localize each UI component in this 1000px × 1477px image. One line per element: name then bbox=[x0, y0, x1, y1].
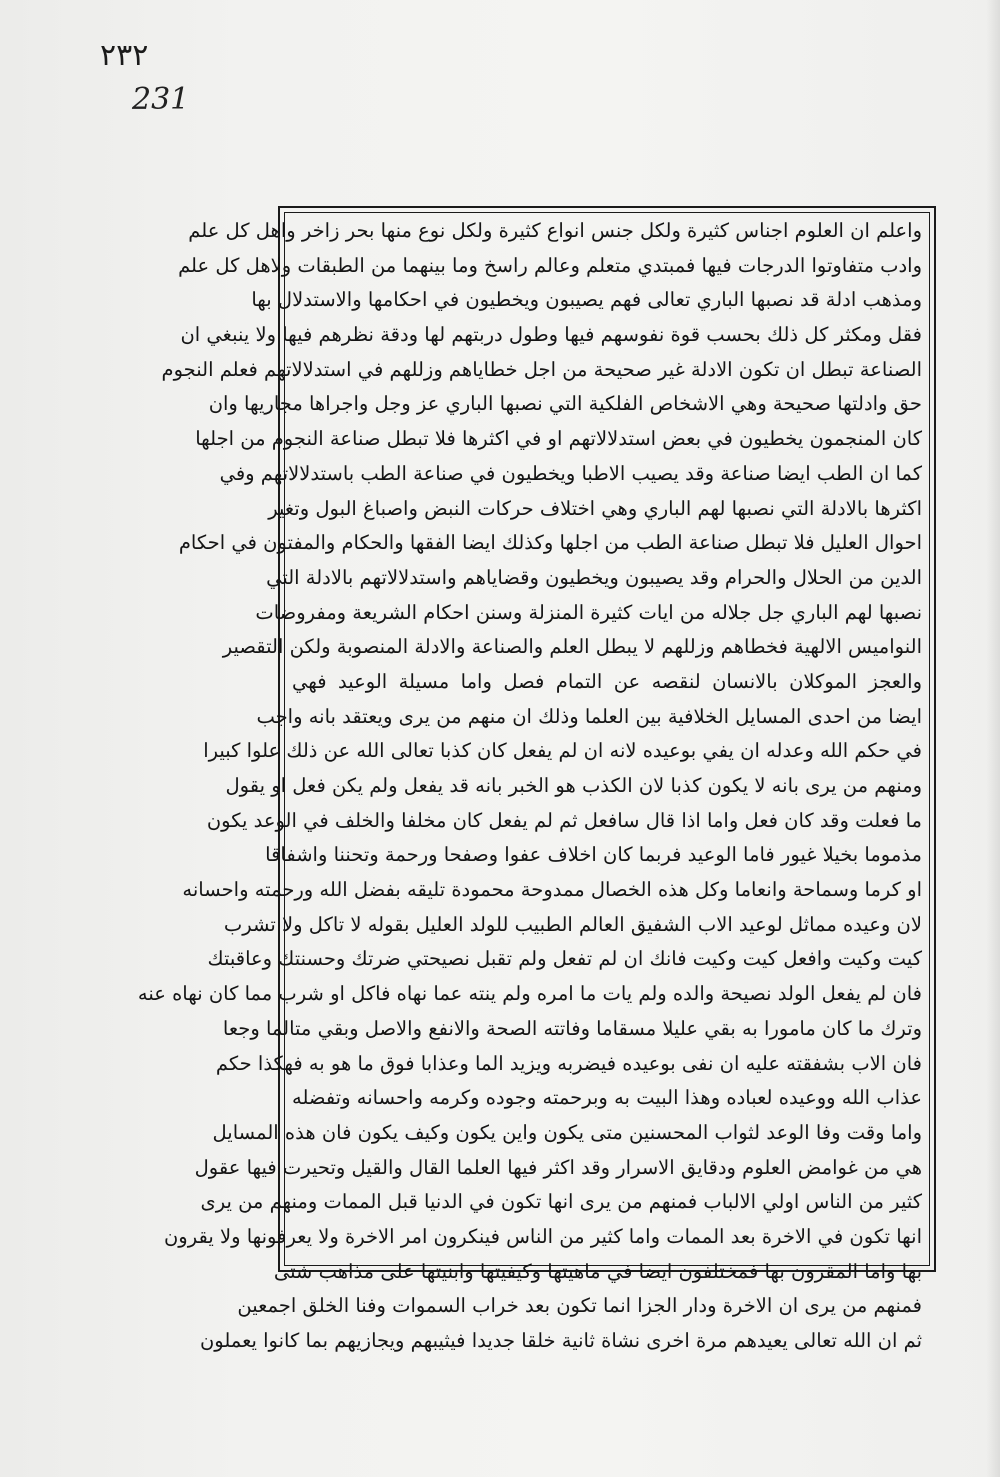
text-line: في حكم الله وعدله ان يفي بوعيده لانه ان لم يفعل كان كذبا تعالى الله عن ذلك علوا كبيرا bbox=[203, 739, 922, 763]
text-line: نصبها لهم الباري جل جلاله من ايات كثيرة المنزلة وسنن احكام الشريعة ومفروضات bbox=[255, 600, 922, 624]
text-line: عذاب الله ووعيده لعباده وهذا البيت به وبرحمته وجوده وكرمه واحسانه وتفضله bbox=[292, 1086, 922, 1110]
text-line: النواميس الالهية فخطاهم وزللهم لا يبطل العلم والصناعة والادلة المنصوبة ولكن التقصير bbox=[222, 635, 922, 659]
text-line: فان الاب بشفقته عليه ان نفى بوعيده فيضربه ويزيد الما وعذابا فوق ما هو به فهكذا حكم bbox=[215, 1051, 922, 1075]
folio-number-arabic: ٢٣٢ bbox=[100, 38, 149, 73]
text-line: كان المنجمون يخطيون في بعض استدلالاتهم او في اكثرها فلا تبطل صناعة النجوم من اجلها bbox=[195, 427, 922, 451]
text-line: كثير من الناس اولي الالباب فمنهم من يرى انها تكون في الدنيا قبل الممات ومنهم من يرى bbox=[200, 1190, 922, 1214]
text-line: لان وعيده مماثل لوعيد الاب الشفيق العالم الطبيب للولد العليل بقوله لا تاكل ولا تشرب bbox=[223, 912, 922, 936]
text-line: واعلم ان العلوم اجناس كثيرة ولكل جنس انواع كثيرة ولكل نوع منها بحر زاخر واهل كل علم bbox=[188, 219, 922, 242]
text-line: وادب متفاوتوا الدرجات فيها فمبتدي متعلم وعالم راسخ وما بينهما من الطبقات ولاهل كل علم bbox=[178, 253, 922, 277]
text-line: مذموما بخيلا غيور فاما الوعيد فربما كان اخلاف عفوا وصفحا ورحمة وتحننا واشفاقا bbox=[265, 843, 922, 867]
text-line: بها واما المقرون بها فمختلفون ايضا في ماهيتها وكيفيتها وابنيتها على مذاهب شتى bbox=[273, 1259, 922, 1283]
text-line: كما ان الطب ايضا صناعة وقد يصيب الاطبا ويخطيون في صناعة الطب باستدلالاتهم وفي bbox=[219, 461, 922, 485]
manuscript-text-block bbox=[137, 214, 928, 1352]
text-line: كيت وكيت وافعل كيت وكيت فانك ان لم تفعل ولم تقبل نصيحتي ضرتك وحسنتك وعاقبتك bbox=[207, 947, 922, 971]
text-line: فمنهم من يرى ان الاخرة ودار الجزا انما تكون بعد خراب السموات وفنا الخلق اجمعين bbox=[237, 1294, 922, 1318]
text-line: اكثرها بالادلة التي نصبها لهم الباري وهي اختلاف حركات النبض واصباغ البول وتغير bbox=[268, 496, 922, 520]
text-line: احوال العليل فلا تبطل صناعة الطب من اجلها وكذلك ايضا الفقها والحكام والمفتون في احكام bbox=[178, 531, 922, 555]
text-line: ثم ان الله تعالى يعيدهم مرة اخرى نشاة ثانية خلقا جديدا فيثيبهم ويجازيهم بما كانوا يعملون bbox=[199, 1329, 922, 1352]
text-line: فقل ومكثر كل ذلك بحسب قوة نفوسهم فيها وطول دربتهم لها ودقة نظرهم فيها ولا ينبغي ان bbox=[180, 323, 922, 347]
text-line: الصناعة تبطل ان تكون الادلة غير صحيحة من اجل خطاياهم وزللهم في استدلالاتهم فعلم النجوم bbox=[161, 357, 922, 381]
text-line: حق وادلتها صحيحة وهي الاشخاص الفلكية التي نصبها الباري عز وجل واجراها مجاريها وان bbox=[208, 392, 922, 416]
text-line: والعجز الموكلان بالانسان لنقصه عن التمام فصل واما مسيلة الوعيد فهي bbox=[292, 669, 922, 693]
text-line: واما وقت وفا الوعد لثواب المحسنين متى يكون واين يكون وكيف يكون فان هذه المسايل bbox=[212, 1120, 922, 1144]
text-line: ايضا من احدى المسايل الخلافية بين العلما وذلك ان منهم من يرى ويعتقد بانه واجب bbox=[256, 704, 922, 728]
text-line: وترك ما كان مامورا به بقي عليلا مسقاما وفاتته الصحة والانفع والاصل وبقي متالما وجعا bbox=[222, 1016, 922, 1040]
text-line: انها تكون في الاخرة بعد الممات واما كثير من الناس فينكرون امر الاخرة ولا يعرفونها ولا يقرون bbox=[163, 1224, 922, 1248]
text-line: فان لم يفعل الولد نصيحة والده ولم يات ما امره ولم ينته عما نهاه فاكل او شرب مما كان نهاه عنه bbox=[137, 982, 922, 1006]
page-edge-shadow bbox=[986, 0, 1000, 1477]
text-line: او كرما وسماحة وانعاما وكل هذه الخصال ممدوحة محمودة تليقه بفضل الله ورحمته واحسانه bbox=[182, 878, 922, 902]
text-line: ومنهم من يرى بانه لا يكون كذبا لان الكذب هو الخبر بانه قد يفعل ولم يكن فعل او يقول bbox=[225, 774, 922, 797]
text-line: هي من غوامض العلوم ودقايق الاسرار وقد اكثر فيها العلما القال والقيل وتحيرت فيها عقول bbox=[194, 1155, 922, 1179]
text-line: ومذهب ادلة قد نصبها الباري تعالى فهم يصيبون ويخطيون في احكامها والاستدلال بها bbox=[251, 288, 922, 312]
text-line: الدين من الحلال والحرام وقد يصيبون ويخطيون وقضاياهم واستدلالاتهم بالادلة التي bbox=[266, 565, 922, 589]
text-line: ما فعلت وقد كان فعل واما اذا قال سافعل ثم لم يفعل كان مخلفا والخلف في الوعد يكون bbox=[206, 808, 922, 832]
folio-number-latin: 231 bbox=[132, 82, 190, 117]
